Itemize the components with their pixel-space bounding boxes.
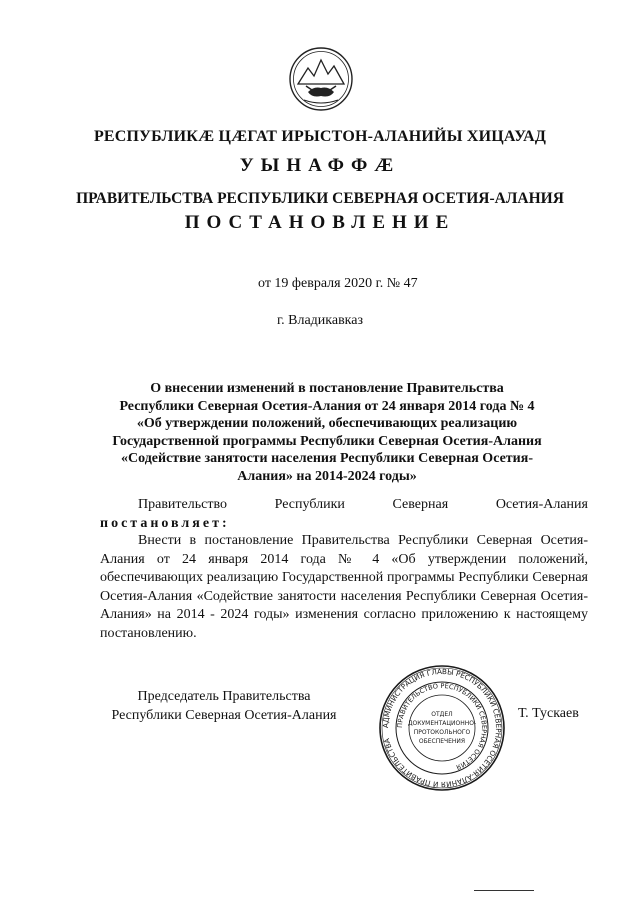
title-line: О внесении изменений в постановление Правительства bbox=[150, 381, 504, 396]
preamble-word: Осетия-Алания bbox=[495, 497, 588, 512]
seal-inner-text: ПРАВИТЕЛЬСТВО РЕСПУБЛИКИ СЕВЕРНАЯ ОСЕТИЯ bbox=[395, 681, 489, 772]
title-line: Государственной программы Республики Северная Осетия-Алания bbox=[112, 433, 542, 449]
document-date-number: от 19 февраля 2020 г. № 47 bbox=[258, 276, 418, 291]
signatory-role bbox=[100, 687, 348, 725]
signatory-role-line: Председатель Правительства bbox=[137, 689, 311, 704]
title-line: Алания» на 2014-2024 годы» bbox=[237, 468, 417, 484]
preamble-word: Республики bbox=[274, 497, 345, 512]
seal-center-line: ОТДЕЛ bbox=[431, 711, 453, 718]
preamble-word: Правительство bbox=[138, 497, 227, 512]
title-line: «Об утверждении положений, обеспечивающих реализацию bbox=[136, 416, 518, 432]
signatory-role-line: Республики Северная Осетия-Алания bbox=[111, 708, 337, 723]
ossetian-org-name: РЕСПУБЛИКӔ ЦӔГАТ ИРЫСТОН-АЛАНИЙЫ ХИЦАУАД bbox=[93, 128, 547, 145]
coat-of-arms-emblem bbox=[288, 46, 354, 112]
ossetian-doc-type: УЫНАФФӔ bbox=[239, 155, 401, 176]
preamble-line bbox=[100, 497, 588, 513]
seal-center-line: ОБЕСПЕЧЕНИЯ bbox=[418, 738, 466, 745]
official-seal-stamp bbox=[378, 664, 506, 792]
seal-outer-text: АДМИНИСТРАЦИЯ ГЛАВЫ РЕСПУБЛИКИ СЕВЕРНАЯ ОСЕТИЯ-АЛАНИЯ И ПРАВИТЕЛЬСТВА bbox=[380, 666, 504, 790]
seal-center-line: ДОКУМЕНТАЦИОННО- bbox=[407, 720, 477, 727]
russian-doc-type: ПОСТАНОВЛЕНИЕ bbox=[184, 212, 456, 233]
title-line: Республики Северная Осетия-Алания от 24 января 2014 года № 4 bbox=[119, 398, 535, 414]
signatory-name: Т. Тускаев bbox=[518, 706, 579, 721]
bottom-rule bbox=[474, 890, 534, 891]
russian-org-name: ПРАВИТЕЛЬСТВА РЕСПУБЛИКИ СЕВЕРНАЯ ОСЕТИЯ-АЛАНИЯ bbox=[76, 190, 564, 207]
preamble-word: Северная bbox=[392, 497, 449, 512]
body-paragraph: Внести в постановление Правительства Республики Северная Осетия-Алания от 24 января 2014 года № 4 «Об утверждении положений, обеспечивающих реализацию Государственной программы Республики Северная Осетия-Алания «Содействие занятости населения Республики Северная Осетия-Алания» на 2014 - 2024 годы» изменения согласно приложению к настоящему постановлению. bbox=[100, 533, 588, 641]
decree-word: постановляет: bbox=[100, 516, 230, 531]
document-title bbox=[108, 380, 546, 486]
seal-center-line: ПРОТОКОЛЬНОГО bbox=[413, 729, 471, 736]
title-line: «Содействие занятости населения Республики Северная Осетия- bbox=[121, 451, 533, 467]
document-city: г. Владикавказ bbox=[276, 313, 364, 328]
